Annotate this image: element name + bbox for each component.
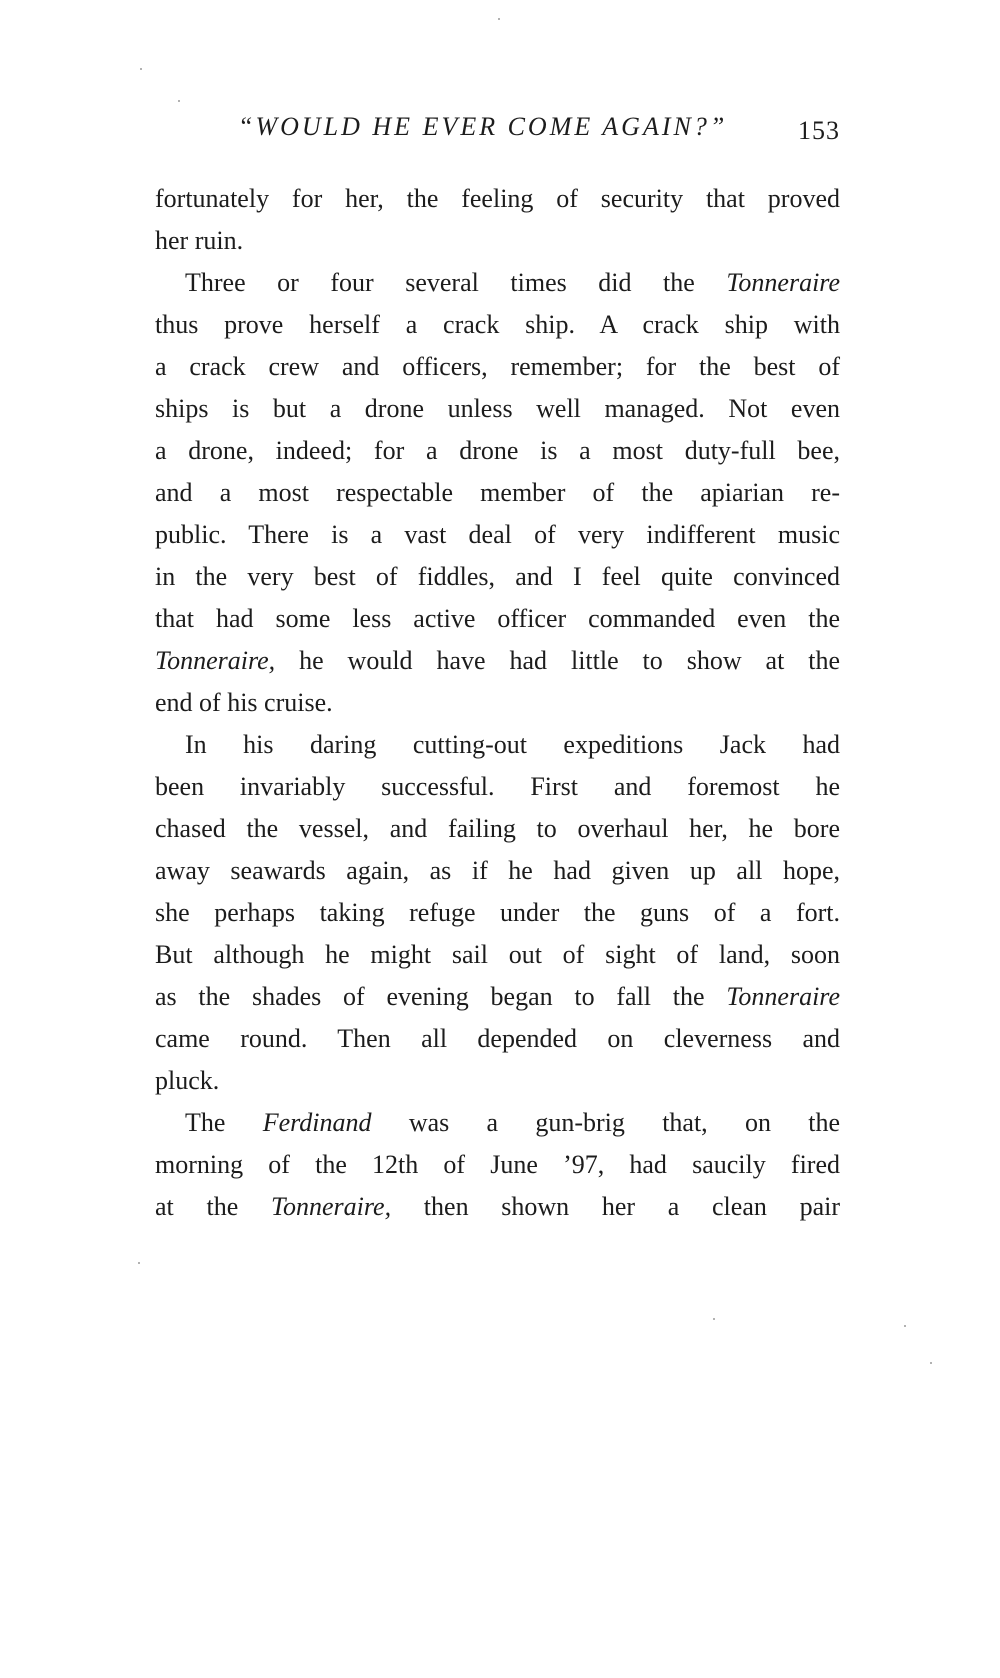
text-line: [155, 850, 840, 892]
text-segment: came round. Then all depended on cleverness and: [155, 1024, 840, 1053]
text-line: [155, 304, 840, 346]
text-line: [155, 682, 840, 724]
italic-text: Ferdinand: [262, 1108, 372, 1137]
text-line: [155, 388, 840, 430]
running-title: “WOULD HE EVER COME AGAIN?”: [238, 112, 728, 141]
text-segment: pluck.: [155, 1066, 220, 1095]
text-line: [155, 556, 840, 598]
paper-speck: [930, 1362, 932, 1364]
text-segment: chased the vessel, and failing to overhaul her, he bore: [155, 814, 840, 843]
text-segment: In his daring cutting-out expeditions Jack had: [185, 730, 840, 759]
text-line: [155, 976, 840, 1018]
italic-text: Tonneraire,: [270, 1192, 392, 1221]
text-segment: was a gun-brig that, on the: [371, 1108, 841, 1137]
text-segment: thus prove herself a crack ship. A crack ship with: [155, 310, 840, 339]
text-segment: he would have had little to show at the: [275, 646, 840, 675]
paper-speck: [498, 18, 500, 20]
text-line: [155, 178, 840, 220]
paper-speck: [713, 1318, 715, 1320]
text-segment: away seawards again, as if he had given up all hope,: [155, 856, 840, 885]
italic-text: Tonneraire: [726, 982, 840, 1011]
text-line: [155, 598, 840, 640]
text-line: [155, 934, 840, 976]
text-segment: as the shades of evening began to fall the: [155, 982, 727, 1011]
text-segment: But although he might sail out of sight of land, soon: [155, 940, 840, 969]
text-line: [155, 1144, 840, 1186]
text-line: [155, 892, 840, 934]
paper-speck: [904, 1325, 906, 1327]
text-segment: The: [185, 1108, 263, 1137]
page-number: 153: [798, 116, 840, 145]
text-segment: morning of the 12th of June ’97, had saucily fired: [155, 1150, 840, 1179]
text-line: [155, 262, 840, 304]
italic-text: Tonneraire,: [155, 646, 276, 675]
italic-text: Tonneraire: [726, 268, 840, 297]
text-line: [155, 346, 840, 388]
text-line: [155, 766, 840, 808]
paper-speck: [140, 68, 142, 70]
text-line: [155, 640, 840, 682]
text-segment: she perhaps taking refuge under the guns of a fort.: [155, 898, 840, 927]
text-segment: a crack crew and officers, remember; for the best of: [155, 352, 840, 381]
text-line: [155, 1186, 840, 1228]
paper-speck: [178, 100, 180, 102]
text-line: [155, 430, 840, 472]
running-head: [150, 112, 840, 152]
text-segment: a drone, indeed; for a drone is a most duty-full bee,: [155, 436, 840, 465]
text-line: [155, 514, 840, 556]
paper-speck: [138, 1262, 140, 1264]
text-line: [155, 808, 840, 850]
body-text: [155, 178, 840, 1228]
text-line: [155, 1060, 840, 1102]
text-segment: been invariably successful. First and foremost he: [155, 772, 840, 801]
text-segment: public. There is a vast deal of very indifferent music: [155, 520, 840, 549]
text-line: [155, 724, 840, 766]
text-segment: fortunately for her, the feeling of security that proved: [155, 184, 840, 213]
text-segment: end of his cruise.: [155, 688, 333, 717]
text-line: [155, 472, 840, 514]
text-segment: that had some less active officer commanded even the: [155, 604, 840, 633]
text-line: [155, 1102, 840, 1144]
text-segment: then shown her a clean pair: [391, 1192, 840, 1221]
text-segment: and a most respectable member of the apiarian re-: [155, 478, 840, 507]
text-line: [155, 1018, 840, 1060]
text-line: [155, 220, 840, 262]
text-segment: her ruin.: [155, 226, 244, 255]
text-segment: Three or four several times did the: [185, 268, 727, 297]
text-segment: ships is but a drone unless well managed. Not even: [155, 394, 840, 423]
text-segment: in the very best of fiddles, and I feel quite convinced: [155, 562, 840, 591]
text-segment: at the: [155, 1192, 271, 1221]
